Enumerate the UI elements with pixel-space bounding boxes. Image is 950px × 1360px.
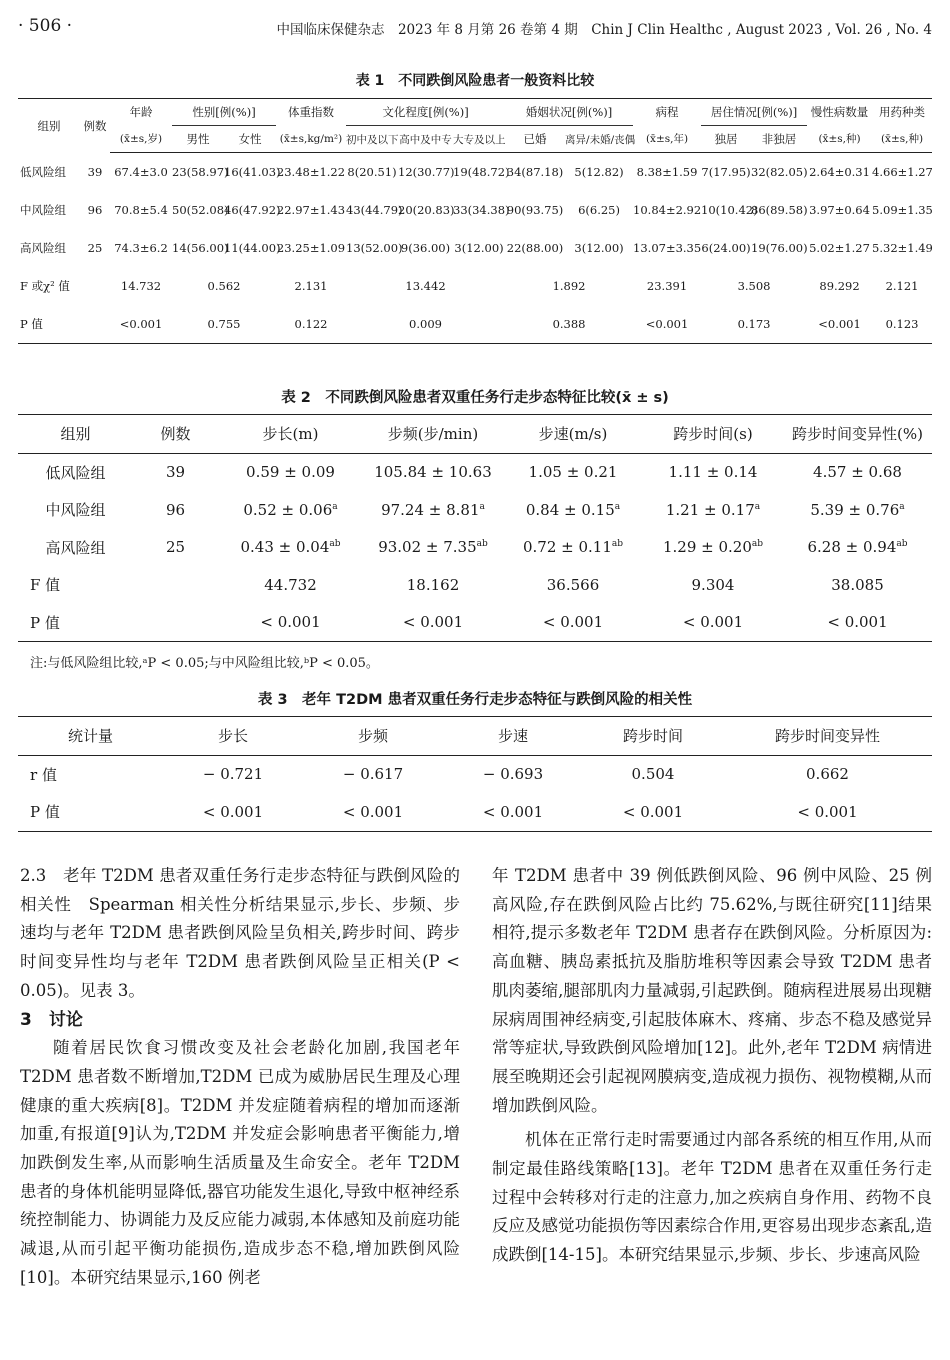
cell-chronic: 5.02±1.27	[809, 241, 870, 255]
cell-group: 中风险组	[20, 203, 66, 217]
value-text: 0.59 ± 0.09	[246, 463, 335, 482]
cell-course: 10.84±2.92	[633, 203, 702, 217]
sig-mark: ab	[751, 539, 764, 550]
th-speed: 步速	[443, 717, 583, 756]
cell-p-value: < 0.001	[827, 613, 888, 632]
cell-p-value: < 0.001	[542, 613, 604, 632]
th-group: 组别	[37, 118, 61, 133]
cell-chronic: 2.64±0.31	[809, 165, 870, 179]
th-chronic-unit: (x̄±s,种)	[807, 126, 872, 153]
cell-male: 50(52.08)	[172, 203, 229, 217]
th-step-length: 步长(m)	[218, 415, 363, 454]
cell-male: 14(56.00)	[172, 241, 229, 255]
table1	[18, 98, 932, 344]
th-stride-time: 跨步时间	[583, 717, 723, 756]
th-cadence: 步频(步/min)	[363, 415, 503, 454]
cell-group: 中风险组	[45, 501, 106, 520]
table3-r-row	[18, 755, 932, 793]
cell-edu1: 43(44.79)	[346, 203, 403, 217]
table2-p-row	[18, 604, 932, 642]
cell-unmarried: 5(12.82)	[574, 165, 624, 179]
cell-stat-label: F 或χ² 值	[20, 279, 70, 293]
cell-p-label: P 值	[30, 613, 60, 632]
value-text: 5.39 ± 0.76	[810, 500, 900, 519]
value-text: 0.43 ± 0.04	[240, 538, 330, 557]
th-edu2: 高中及中专	[398, 126, 453, 153]
sig-mark: a	[332, 501, 338, 512]
value-text: 0.52 ± 0.06	[243, 500, 333, 519]
table-row	[18, 453, 932, 491]
cell-value	[783, 453, 932, 491]
th-course: 病程	[655, 105, 679, 120]
cell-value	[363, 453, 503, 491]
sig-mark: a	[754, 501, 761, 512]
table2-header-row	[18, 415, 932, 454]
cell-p-value: < 0.001	[797, 802, 858, 821]
table1-caption: 表 1 不同跌倒风险患者一般资料比较	[355, 73, 595, 89]
value-text: 0.72 ± 0.11	[522, 538, 612, 557]
th-stride-variability: 跨步时间变异性(%)	[783, 415, 932, 454]
cell-edu3: 19(48.72)	[453, 165, 510, 179]
cell-p-value: < 0.001	[402, 613, 464, 632]
section-heading-discussion: 3 讨论	[20, 1009, 83, 1030]
cell-p-value: < 0.001	[622, 802, 684, 821]
value-text: 0.84 ± 0.15	[525, 500, 615, 519]
cell-r-value: − 0.693	[482, 765, 544, 784]
cell-value	[783, 491, 932, 529]
value-text: 1.29 ± 0.20	[662, 538, 752, 557]
th-course-unit: (x̄±s,年)	[633, 126, 701, 153]
cell-group: 高风险组	[45, 538, 106, 557]
cell-drug: 4.66±1.27	[872, 165, 933, 179]
cell-married: 22(88.00)	[506, 241, 564, 255]
th-statistic: 统计量	[18, 717, 163, 756]
cell-p-value: < 0.001	[482, 802, 544, 821]
sig-mark: ab	[896, 539, 908, 550]
th-group: 组别	[18, 415, 133, 454]
cell-age: 74.3±6.2	[114, 241, 168, 255]
cell-drug: 5.32±1.49	[872, 241, 933, 255]
cell-alone: 7(17.95)	[701, 165, 751, 179]
cell-f-value: 9.304	[691, 575, 735, 594]
table1-header-row	[18, 99, 932, 126]
th-bmi-unit: (x̄±s,kg/m²)	[276, 126, 346, 153]
table2-f-row	[18, 566, 932, 604]
value-text: 6.28 ± 0.94	[807, 538, 897, 557]
cell-r-value: 0.662	[806, 765, 849, 784]
cell-stat-drug: 2.121	[885, 279, 919, 293]
table2-note: 注:与低风险组比较,ᵃP < 0.05;与中风险组比较,ᵇP < 0.05。	[30, 656, 379, 671]
th-alone: 独居	[701, 126, 751, 153]
cell-unmarried: 3(12.00)	[574, 241, 624, 255]
cell-p-chronic: <0.001	[818, 317, 861, 331]
cell-bmi: 22.97±1.43	[276, 203, 346, 217]
cell-stat-marital: 1.892	[552, 279, 586, 293]
cell-f-value: 38.085	[831, 575, 884, 594]
cell-edu3: 33(34.38)	[453, 203, 510, 217]
cell-p-bmi: 0.122	[294, 317, 328, 331]
cell-n: 39	[165, 463, 186, 482]
sig-mark: ab	[611, 539, 624, 550]
cell-r-label: r 值	[30, 765, 57, 784]
cell-p-label: P 值	[20, 317, 43, 331]
value-text: 4.57 ± 0.68	[813, 463, 902, 482]
cell-not-alone: 19(76.00)	[751, 241, 808, 255]
th-not-alone: 非独居	[751, 126, 807, 153]
cell-male: 23(58.97)	[172, 165, 229, 179]
paragraph-2-3: 2.3 老年 T2DM 患者双重任务行走步态特征与跌倒风险的相关性 Spearman 相关性分析结果显示,步长、步频、步速均与老年 T2DM 患者跌倒风险呈负相关,跨步时间、跨步时间变异性均与老年 T2DM 患者跌倒风险呈正相关(P < 0.05)。见表 3。	[20, 866, 460, 1000]
th-marital: 婚姻状况[例(%)]	[505, 99, 633, 126]
cell-p-value: < 0.001	[682, 613, 744, 632]
cell-alone: 10(10.42)	[701, 203, 758, 217]
paragraph-discussion-1-cont: 年 T2DM 患者中 39 例低跌倒风险、96 例中风险、25 例高风险,存在跌倒风险占比约 75.62%,与既往研究[11]结果相符,提示多数老年 T2DM 患者存在跌倒风险。分析原因为:高血糖、胰岛素抵抗及脂肪堆积等因素会导致 T2DM 患者肌肉萎缩,腿部肌肉力量减弱,引起跌倒。随病程进展易出现糖尿病周围神经病变,引起肢体麻木、疼痛、步态不稳及感觉异常等症状,导致跌倒风险增加[12]。此外,老年 T2DM 病情进展至晚期还会引起视网膜病变,造成视力损伤、视物模糊,从而增加跌倒风险。	[492, 866, 932, 1115]
cell-group: 低风险组	[20, 164, 66, 179]
cell-value	[643, 491, 783, 529]
cell-p-label: P 值	[30, 803, 60, 822]
table3-caption: 表 3 老年 T2DM 患者双重任务行走步态特征与跌倒风险的相关性	[257, 692, 693, 708]
cell-p-value: < 0.001	[260, 613, 321, 632]
cell-f-value: 44.732	[264, 575, 317, 594]
cell-female: 11(44.00)	[224, 241, 281, 255]
cell-p-drug: 0.123	[885, 317, 919, 331]
cell-not-alone: 86(89.58)	[751, 203, 808, 217]
cell-r-value: − 0.721	[202, 765, 264, 784]
cell-value	[218, 491, 363, 529]
cell-female: 16(41.03)	[224, 165, 281, 179]
cell-edu2: 12(30.77)	[398, 165, 455, 179]
value-text: 105.84 ± 10.63	[374, 463, 492, 482]
th-age-unit: (x̄±s,岁)	[110, 126, 172, 153]
cell-value	[218, 529, 363, 567]
cell-stat-course: 23.391	[646, 279, 688, 293]
cell-bmi: 23.48±1.22	[276, 165, 346, 179]
cell-drug: 5.09±1.35	[872, 203, 933, 217]
page-number: · 506 ·	[18, 16, 73, 36]
right-column	[492, 862, 932, 1270]
cell-edu2: 9(36.00)	[400, 241, 451, 255]
cell-r-value: − 0.617	[342, 765, 404, 784]
cell-stat-edu: 13.442	[405, 279, 446, 293]
cell-married: 90(93.75)	[506, 203, 564, 217]
cell-f-value: 36.566	[546, 575, 600, 594]
cell-empty	[133, 604, 218, 642]
cell-p-course: <0.001	[645, 317, 689, 331]
th-female: 女性	[224, 126, 276, 153]
th-n: 例数	[133, 415, 218, 454]
cell-married: 34(87.18)	[506, 165, 564, 179]
cell-f-value: 18.162	[406, 575, 460, 594]
th-edu1: 初中及以下	[346, 126, 398, 153]
cell-age: 67.4±3.0	[114, 165, 168, 179]
th-bmi: 体重指数	[288, 105, 334, 120]
th-edu3: 大专及以上	[453, 126, 505, 153]
cell-p-value: < 0.001	[342, 802, 404, 821]
table1-p-row	[18, 305, 932, 344]
sig-mark: ab	[476, 539, 488, 550]
th-stride-variability: 跨步时间变异性	[723, 717, 932, 756]
cell-unmarried: 6(6.25)	[578, 203, 620, 217]
value-text: 1.21 ± 0.17	[665, 500, 755, 519]
cell-p-marital: 0.388	[552, 317, 586, 331]
cell-stat-age: 14.732	[120, 279, 162, 293]
th-cadence: 步频	[303, 717, 443, 756]
value-text: 93.02 ± 7.35	[378, 538, 477, 557]
cell-value	[363, 529, 503, 567]
paragraph-discussion-1: 随着居民饮食习惯改变及社会老龄化加剧,我国老年 T2DM 患者数不断增加,T2DM 已成为威胁居民生理及心理健康的重大疾病[8]。T2DM 并发症随着病程的增加而逐渐加重,有报道[9]认为,T2DM 并发症会影响患者平衡能力,增加跌倒发生率,从而影响生活质量及生命安全。老年 T2DM 患者的身体机能明显降低,器官功能发生退化,导致中枢神经系统控制能力、协调能力及反应能力减弱,本体感知及前庭功能减退,从而引起平衡功能损伤,造成步态不稳,增加跌倒风险[10]。本研究结果显示,160 例老	[20, 1038, 460, 1287]
cell-group: 低风险组	[45, 463, 106, 482]
cell-p-sex: 0.755	[207, 317, 241, 331]
cell-f-label: F 值	[30, 576, 61, 595]
cell-p-age: <0.001	[119, 317, 163, 331]
th-speed: 步速(m/s)	[503, 415, 643, 454]
cell-alone: 6(24.00)	[701, 241, 751, 255]
cell-stat-sex: 0.562	[207, 279, 241, 293]
cell-bmi: 23.25±1.09	[276, 241, 346, 255]
th-chronic: 慢性病数量	[810, 105, 869, 120]
sig-mark: a	[614, 501, 621, 512]
cell-n: 96	[87, 203, 103, 217]
cell-edu1: 8(20.51)	[347, 165, 397, 179]
table-row	[18, 229, 932, 267]
cell-n: 25	[165, 538, 186, 557]
cell-value	[503, 491, 643, 529]
cell-p-edu: 0.009	[409, 317, 442, 331]
table-row	[18, 153, 932, 192]
sig-mark: a	[479, 501, 485, 512]
cell-edu3: 3(12.00)	[454, 241, 504, 255]
cell-edu1: 13(52.00)	[346, 241, 403, 255]
table2	[18, 414, 932, 642]
sig-mark: a	[899, 501, 905, 512]
cell-female: 46(47.92)	[224, 203, 281, 217]
cell-value	[503, 529, 643, 567]
table3-header-row	[18, 717, 932, 756]
table3	[18, 716, 932, 832]
cell-course: 13.07±3.35	[633, 241, 702, 255]
cell-age: 70.8±5.4	[114, 203, 168, 217]
running-header	[18, 14, 932, 38]
sig-mark: ab	[329, 539, 341, 550]
value-text: 1.11 ± 0.14	[668, 463, 758, 482]
table-row	[18, 491, 932, 529]
table1-subheader-row	[18, 126, 932, 153]
value-text: 97.24 ± 8.81	[381, 500, 480, 519]
table-row	[18, 191, 932, 229]
cell-value	[783, 529, 932, 567]
th-drug-unit: (x̄±s,种)	[872, 126, 932, 153]
th-sex: 性别[例(%)]	[172, 99, 276, 126]
cell-value	[643, 453, 783, 491]
cell-stat-chronic: 89.292	[819, 279, 860, 293]
th-living: 居住情况[例(%)]	[701, 99, 807, 126]
table2-caption: 表 2 不同跌倒风险患者双重任务行走步态特征比较(x̄ ± s)	[281, 390, 669, 406]
th-step-length: 步长	[163, 717, 303, 756]
journal-info: 中国临床保健杂志 2023 年 8 月第 26 卷第 4 期 Chin J Clin Healthc , August 2023 , Vol. 26 , No. 4	[276, 22, 932, 38]
th-married: 已婚	[505, 126, 565, 153]
cell-r-value: 0.504	[631, 765, 675, 784]
cell-chronic: 3.97±0.64	[809, 203, 870, 217]
cell-value	[363, 491, 503, 529]
left-column	[20, 862, 460, 1293]
th-age: 年龄	[129, 105, 153, 120]
cell-course: 8.38±1.59	[636, 165, 698, 179]
th-edu: 文化程度[例(%)]	[346, 99, 505, 126]
table3-p-row	[18, 793, 932, 831]
cell-p-value: < 0.001	[202, 802, 264, 821]
cell-not-alone: 32(82.05)	[751, 165, 808, 179]
th-unmarried: 离异/未婚/丧偶	[565, 126, 633, 153]
cell-n: 96	[165, 500, 186, 519]
cell-p-living: 0.173	[737, 317, 771, 331]
th-n: 例数	[83, 118, 107, 133]
cell-empty	[133, 566, 218, 604]
cell-stat-bmi: 2.131	[294, 279, 328, 293]
cell-edu2: 20(20.83)	[398, 203, 455, 217]
th-drug: 用药种类	[879, 105, 926, 120]
table1-stat-row	[18, 267, 932, 305]
value-text: 1.05 ± 0.21	[528, 463, 618, 482]
th-male: 男性	[172, 126, 224, 153]
cell-value	[218, 453, 363, 491]
table-row	[18, 529, 932, 567]
th-stride-time: 跨步时间(s)	[643, 415, 783, 454]
cell-stat-living: 3.508	[737, 279, 771, 293]
cell-n: 39	[87, 164, 103, 179]
cell-value	[643, 529, 783, 567]
cell-n: 25	[87, 241, 103, 255]
cell-value	[503, 453, 643, 491]
paragraph-discussion-2: 机体在正常行走时需要通过内部各系统的相互作用,从而制定最佳路线策略[13]。老年 T2DM 患者在双重任务行走过程中会转移对行走的注意力,加之疾病自身作用、药物不良反应及感觉功能损伤等因素综合作用,更容易出现步态紊乱,造成跌倒[14-15]。本研究结果显示,步频、步长、步速高风险	[492, 1130, 932, 1265]
cell-group: 高风险组	[20, 241, 66, 255]
